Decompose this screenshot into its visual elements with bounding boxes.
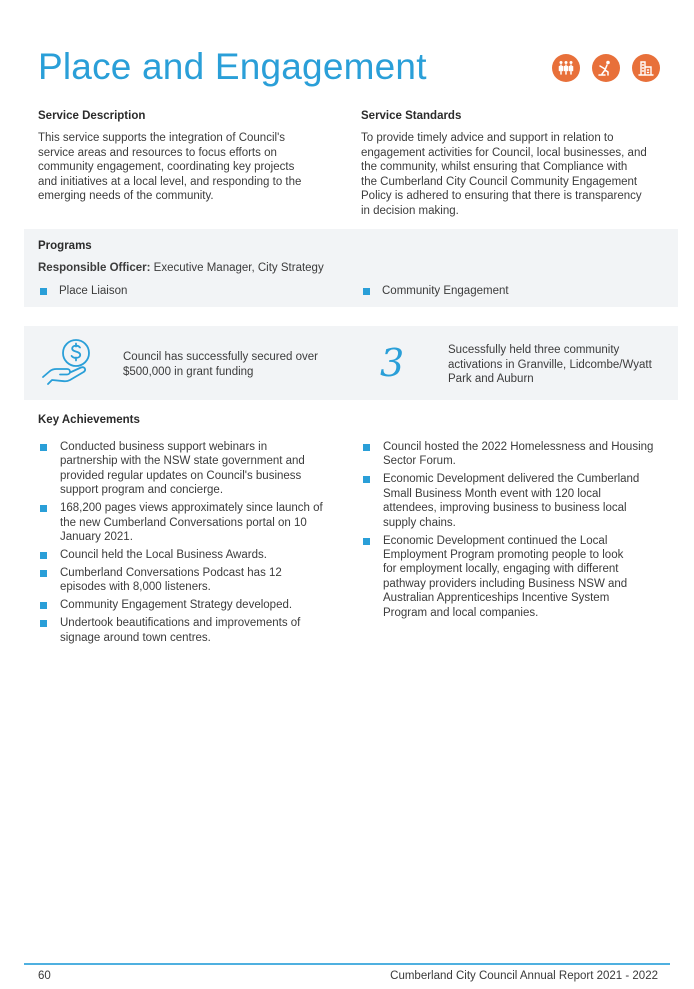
report-title: Cumberland City Council Annual Report 2021 - 2022 [390, 970, 658, 982]
grant-money-icon [40, 337, 98, 396]
achievements-list-left [38, 440, 348, 649]
responsible-officer-value: Executive Manager, City Strategy [153, 262, 324, 274]
service-description-line: and initiatives at a local level, and responding to the [38, 175, 302, 188]
service-standards-heading: Service Standards [361, 110, 462, 122]
service-standards-line: the community, whilst ensuring that Compliance with [361, 161, 628, 174]
achievement-line: Cumberland Conversations Podcast has 12 [60, 567, 282, 580]
footer-divider [24, 963, 670, 965]
service-description-line: community engagement, coordinating key projects [38, 161, 295, 174]
program-item-label: Place Liaison [59, 285, 128, 297]
responsible-officer-label: Responsible Officer: [38, 262, 151, 274]
achievement-line: Council held the Local Business Awards. [60, 549, 267, 562]
responsible-officer [38, 261, 324, 276]
achievement-line: Undertook beautifications and improvements of [60, 617, 301, 630]
achievement-item [38, 548, 348, 562]
service-description-heading: Service Description [38, 110, 146, 122]
achievement-item [38, 598, 348, 612]
bullet-square [40, 505, 47, 512]
service-description-text [38, 131, 301, 204]
achievement-line: partnership with the NSW state government and [60, 455, 305, 468]
service-description-line: service areas and resources to focus efforts on [38, 146, 277, 159]
achievement-item [38, 566, 348, 595]
bullet-square [363, 288, 370, 295]
achievement-line: for employment locally, engaging with different [383, 563, 619, 576]
achievement-line: Employment Program promoting people to look [383, 549, 624, 562]
achievement-line: the new Cumberland Conversations portal on 10 [60, 516, 307, 529]
achievement-line: pathway providers including Business NSW and [383, 577, 628, 590]
grant-funding-line: Council has successfully secured over [123, 351, 318, 363]
achievement-line: January 2021. [60, 531, 133, 544]
activations-count: 3 [380, 341, 405, 385]
page-number: 60 [38, 970, 51, 982]
activations-line: Sucessfully held three community [448, 344, 620, 356]
achievement-item [361, 472, 677, 530]
program-item-label: Community Engagement [382, 285, 509, 297]
program-item [38, 284, 127, 299]
program-item [361, 284, 509, 299]
achievement-item [38, 616, 348, 645]
bullet-square [363, 476, 370, 483]
bullet-square [363, 538, 370, 545]
service-standards-line: engagement activities for Council, local businesses, and [361, 146, 647, 159]
activations-line: activations in Granville, Lidcombe/Wyatt [448, 358, 652, 371]
bullet-square [40, 602, 47, 609]
achievement-line: attendees, improving business to business local [383, 502, 627, 515]
achievement-line: Council hosted the 2022 Homelessness and Housing [383, 441, 654, 453]
service-description-line: emerging needs of the community. [38, 190, 214, 203]
achievement-line: signage around town centres. [60, 631, 211, 644]
service-description-line: This service supports the integration of Council's [38, 132, 286, 144]
service-standards-text [361, 131, 647, 219]
activations-line: Park and Auburn [448, 373, 534, 386]
achievement-line: supply chains. [383, 516, 456, 529]
achievement-line: Economic Development continued the Local [383, 534, 608, 547]
achievements-list-right [361, 440, 677, 624]
achievement-line: Community Engagement Strategy developed. [60, 599, 293, 612]
achievement-line: Conducted business support webinars in [60, 441, 268, 453]
achievement-line: Economic Development delivered the Cumberland [383, 473, 640, 486]
achievement-item [361, 534, 677, 620]
achievement-item [38, 501, 348, 544]
service-standards-line: To provide timely advice and support in relation to [361, 132, 614, 144]
achievement-item [361, 440, 677, 469]
achievement-line: Small Business Month event with 120 local [383, 487, 601, 500]
grant-funding-text [123, 350, 318, 379]
service-standards-line: in decision making. [361, 204, 459, 217]
bullet-square [40, 570, 47, 577]
achievement-line: provided regular updates on Council's business [60, 469, 302, 482]
bullet-square [40, 288, 47, 295]
activations-text [448, 343, 652, 387]
key-achievements-heading: Key Achievements [38, 414, 140, 426]
header-icons [552, 54, 660, 82]
page-title: Place and Engagement [38, 46, 427, 87]
service-standards-line: the Cumberland City Council Community Engagement [361, 175, 638, 188]
achievement-item [38, 440, 348, 498]
building-icon [632, 54, 660, 82]
programs-heading: Programs [38, 240, 92, 252]
achievement-line: Australian Apprenticeships Incentive System [383, 592, 610, 605]
achievement-line: 168,200 pages views approximately since launch of [60, 502, 323, 515]
achievement-line: episodes with 8,000 listeners. [60, 581, 211, 594]
worker-icon [592, 54, 620, 82]
people-icon [552, 54, 580, 82]
bullet-square [40, 620, 47, 627]
achievement-line: Sector Forum. [383, 455, 456, 468]
achievement-line: Program and local companies. [383, 606, 539, 619]
grant-funding-line: $500,000 in grant funding [123, 365, 254, 378]
service-standards-line: Policy is adhered to ensuring that there is transparency [361, 190, 642, 203]
bullet-square [40, 444, 47, 451]
bullet-square [363, 444, 370, 451]
achievement-line: support program and concierge. [60, 484, 224, 497]
bullet-square [40, 552, 47, 559]
